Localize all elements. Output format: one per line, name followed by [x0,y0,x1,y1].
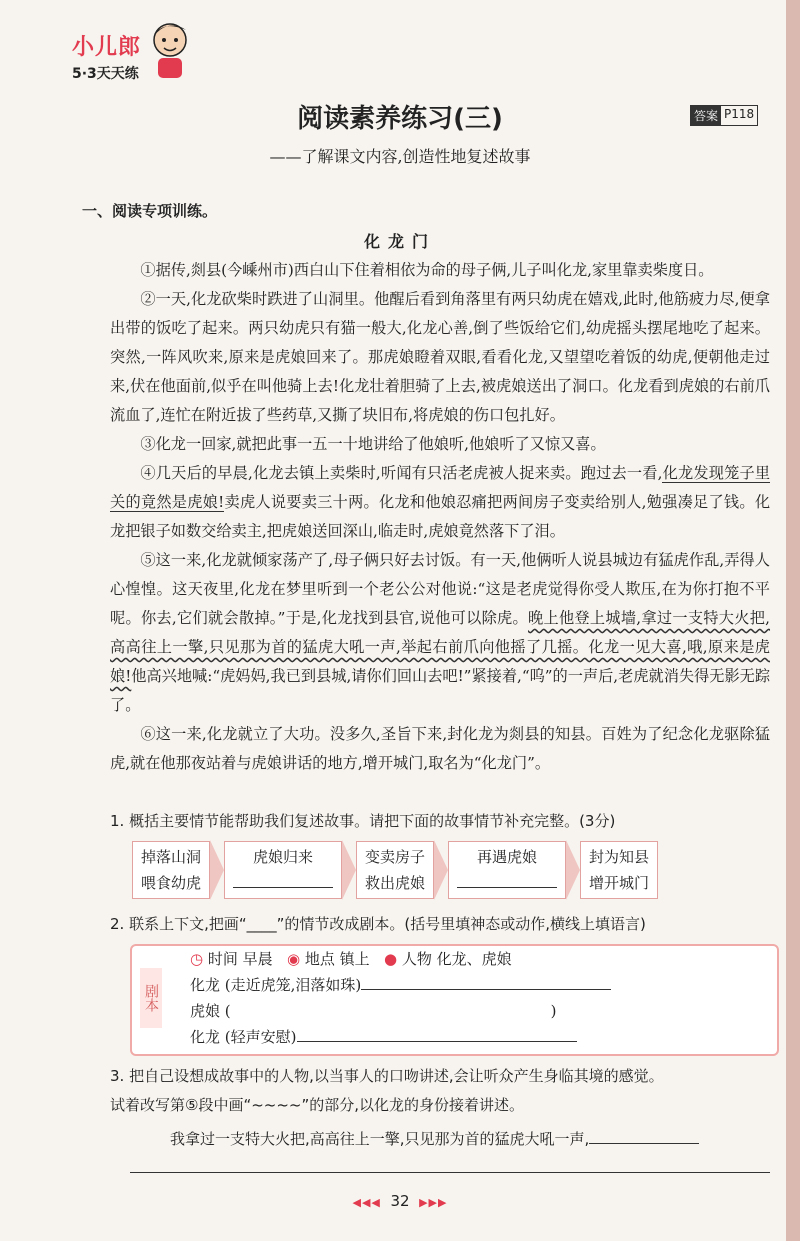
left-arrows-icon: ◀◀◀ [352,1196,381,1209]
arrow-icon [434,840,448,900]
story-text [110,256,770,778]
plot-box-3: 变卖房子 救出虎娘 [356,841,434,899]
question-3-answer: 我拿过一支特大火把,高高往上一擎,只见那为首的猛虎大吼一声, [170,1128,770,1149]
script-tag: 剧本 [140,968,162,1028]
paragraph-2: ②一天,化龙砍柴时跌进了山洞里。他醒后看到角落里有两只幼虎在嬉戏,此时,他筋疲力尽,便拿出带的饭吃了起来。两只幼虎只有猫一般大,化龙心善,倒了些饭给它们,幼虎摇头摆尾地吃了起来。突然,一阵风吹来,原来是虎娘回来了。那虎娘瞪着双眼,看看化龙,又望望吃着饭的幼虎,便朝他走过来,伏在他面前,似乎在叫他骑上去!化龙壮着胆骑了上去,被虎娘送出了洞口。化龙看到虎娘的右前爪流血了,连忙在附近拔了些药草,又撕了块旧布,将虎娘的伤口包扎好。 [110,290,770,424]
paragraph-5 [110,546,770,720]
question-3-line-1: 3. 把自己设想成故事中的人物,以当事人的口吻讲述,会让听众产生身临其境的感觉。 [110,1067,664,1085]
paragraph-4-b: 卖虎人说要卖三十两。化龙和他娘忍痛把两间房子变卖给别人,勉强凑足了钱。化龙把银子如数交给卖主,把虎娘送回深山,临走时,虎娘竟然落下了泪。 [110,493,771,540]
question-2: 2. 联系上下文,把画“____”的情节改成剧本。(括号里填神态或动作,横线上填语言) [110,915,646,933]
story-title: 化龙门 [363,232,436,251]
script-line-2: 虎娘 ( ) [190,1002,557,1020]
page-number: 32 [390,1192,410,1210]
plot-box-2: 虎娘归来 [224,841,342,899]
script-line-1: 化龙 (走近虎笼,泪落如珠) [190,974,611,995]
wavy-underlined-text: 晚上他登上城墙,拿过一支特大火把,高高往上一擎,只见那为首的猛虎大吼一声,举起右前爪向他摇了几摇。化龙一见大喜,哦,原来是虎娘! [110,609,771,685]
plot-box-1: 掉落山洞 喂食幼虎 [132,841,210,899]
answer-blank[interactable] [457,873,557,888]
paragraph-4 [110,459,770,546]
arrow-icon [342,840,356,900]
plot-box-5: 封为知县 增开城门 [580,841,658,899]
answer-page: P118 [724,107,755,121]
paragraph-4-a: ④几天后的早晨,化龙去镇上卖柴时,听闻有只活老虎被人捉来卖。跑过去一看, [140,464,663,482]
straight-underlined-text: 化龙发现笼子里关的竟然是虎娘! [110,464,771,511]
person-icon: ● [384,950,398,968]
brand-series: 5·3天天练 [72,66,139,82]
page-subtitle: ——了解课文内容,创造性地复述故事 [269,147,531,166]
plot-flow [132,840,658,900]
brand-name: 小儿郎 [72,35,142,60]
section-heading: 一、阅读专项训练。 [82,202,218,220]
answer-blank[interactable] [589,1128,699,1144]
arrow-icon [566,840,580,900]
clock-icon: ◷ [190,950,204,968]
question-3-line-2: 试着改写第⑤段中画“~~~~”的部分,以化龙的身份接着讲述。 [110,1096,525,1114]
answer-label: 答案 [691,106,721,125]
paragraph-6: ⑥这一来,化龙就立了大功。没多久,圣旨下来,封化龙为剡县的知县。百姓为了纪念化龙驱除猛虎,就在他那夜站着与虎娘讲话的地方,增开城门,取名为“化龙门”。 [110,725,770,772]
page-title: 阅读素养练习(三) [297,104,503,134]
answer-blank[interactable] [361,974,611,990]
script-box [130,944,779,1056]
answer-line[interactable] [130,1172,770,1173]
paragraph-3: ③化龙一回家,就把此事一五一十地讲给了他娘听,他娘听了又惊又喜。 [140,435,606,453]
mascot-icon [148,18,192,80]
page-edge [786,0,800,1241]
script-line-3: 化龙 (轻声安慰) [190,1026,577,1047]
paragraph-5-a: ⑤这一来,化龙就倾家荡产了,母子俩只好去讨饭。有一天,他俩听人说县城边有猛虎作乱,弄得人心惶惶。这天夜里,化龙在梦里听到一个老公公对他说:“这是老虎觉得你受人欺压,在为你打抱不平呢。你去,它们就会散掉。”于是,化龙找到县官,说他可以除虎。 [110,551,770,627]
plot-box-4: 再遇虎娘 [448,841,566,899]
page-footer [0,1192,800,1210]
question-1: 1. 概括主要情节能帮助我们复述故事。请把下面的故事情节补充完整。(3分) [110,812,616,830]
location-icon: ◉ [287,950,301,968]
paragraph-5-b: 他高兴地喊:“虎妈妈,我已到县城,请你们回山去吧!”紧接着,“呜”的一声后,老虎就消失得无影无踪了。 [110,667,771,714]
arrow-icon [210,840,224,900]
answer-badge [690,105,758,126]
paragraph-1: ①据传,剡县(今嵊州市)西白山下住着相依为命的母子俩,儿子叫化龙,家里靠卖柴度日。 [140,261,714,279]
right-arrows-icon: ▶▶▶ [419,1196,448,1209]
answer-blank[interactable] [297,1026,577,1042]
answer-blank[interactable] [233,873,333,888]
script-meta: ◷ 时间 早晨 ◉ 地点 镇上 ● 人物 化龙、虎娘 [190,950,512,968]
